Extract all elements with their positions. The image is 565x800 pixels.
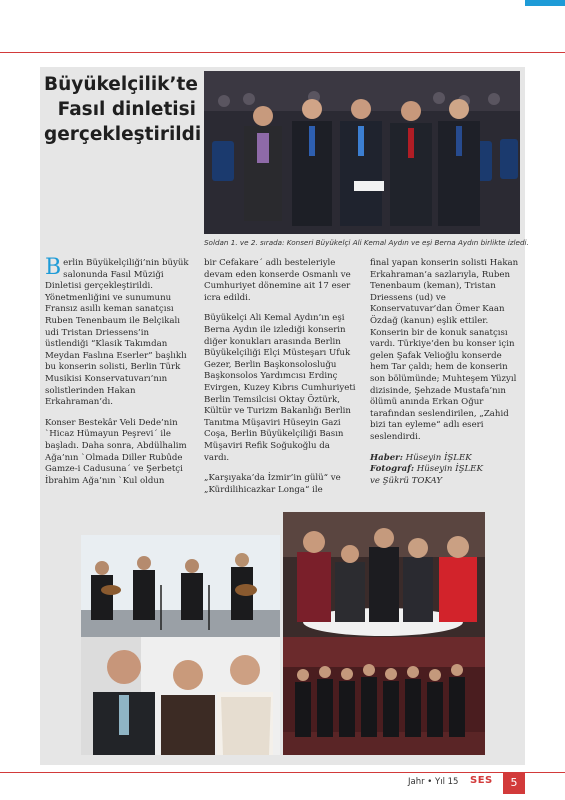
photo-guests-table [283,512,485,637]
paragraph-text: erlin Büyükelçiliği’nin büyük salonunda Fasıl Müziği Dinletisi gerçekleştirildi. Yönetmenliğini ve sunumunu Fransız asıllı keman sanatçısı Ruben Tenenbaum ile Belçikalı udi Tristan Driessens’in üstlendiği “Klasik Takımdan Meydan Faslına Eserler” başlıklı bu konserin solisti, Berlin Türk Musikisi Konservatuvarı’nın solistlerinden Hakan Erkahraman’dı. [45,258,189,408]
paragraph: bir Cefakare´ adlı besteleriyle devam eden konserde Osmanlı ve Cumhuriyet dönemine ait 17 eser icra edildi. [204,258,351,303]
paragraph: „Karşıyaka’da İzmir’in gülü“ ve „Kürdilihicazkar Longa“ ile [204,473,341,495]
photo-three-guests [81,637,280,755]
credit-value: Hüseyin İŞLEK [405,452,472,463]
photo-group-stage [283,637,485,755]
paragraph: Büyükelçi Ali Kemal Aydın’ın eşi Berna Aydın ile izlediği konserin diğer konukları arasında Berlin Büyükelçiliği Elçi Müsteşarı Ufuk Gezer, Berlin Başkonsolosluğu Başkonsolos Yardımcısı Erdinç Evirgen, Kuzey Kıbrıs Cumhuriyeti Berlin Temsilcisi Oktay Öztürk, Kültür ve Turizm Bakanlığı Berlin Tanıtma Müşaviri Hüseyin Gazi Coşa, Berlin Büyükelçiliği Basın Müşaviri Refik Soğukoğlu da vardı. [204,313,356,463]
paragraph: final yapan konserin solisti Hakan Erkahraman’a sazlarıyla, Ruben Tenenbaum (keman), Tristan Driessens (ud) ve Konservatuvar’dan Ömer Kaan Özdağ (kanun) eşlik ettiler. Konserin bir de konuk sanatçısı vardı. Türkiye’den bu konser için gelen Şafak Velioğlu konserde hem Tar çaldı; hem de konserin son bölümünde; Muhteşem Yüzyıl dizisinde, Şehzade Mustafa’nın ölümü anında Erkan Oğur tarafından seslendirilen, „Zahid bizi tan eyleme“ adlı eseri seslendirdi. [370,258,519,442]
paragraph [45,255,193,409]
top-rule [0,52,565,53]
page-number: 5 [503,772,525,794]
text-column-3 [370,258,522,487]
photo-audience [204,71,520,234]
photo-musicians [81,535,280,637]
photo-caption: Soldan 1. ve 2. sırada: Konseri Büyükelçi Ali Kemal Aydın ve eşi Berna Aydın birlikte izledi. [204,238,529,247]
footer-issue: Jahr • Yıl 15 [408,777,459,787]
text-column-1 [45,255,193,496]
text-column-2 [204,258,356,505]
credit-value: ve Şükrü TOKAY [370,475,443,486]
credits [370,453,522,488]
paragraph: Konser Bestekâr Veli Dede’nin `Hicaz Hümayun Peşrevi´ ile başladı. Daha sonra, Abdülhalim Ağa’nın `Olmada Diller Rubûde Gamze-i Cadusuna´ ve Şerbetçi İbrahim Ağa’nın `Kul oldun [45,417,187,486]
article-title: Büyükelçilik’te Fasıl dinletisi gerçekleştirildi [44,74,202,145]
top-accent-bar [525,0,565,6]
bottom-rule [0,772,565,773]
dropcap: B [45,255,62,280]
credit-label: Haber: [370,452,403,463]
credit-label: Fotograf: [370,464,415,475]
credit-value: Hüseyin İŞLEK [416,464,483,475]
ses-logo: SES [470,775,493,786]
